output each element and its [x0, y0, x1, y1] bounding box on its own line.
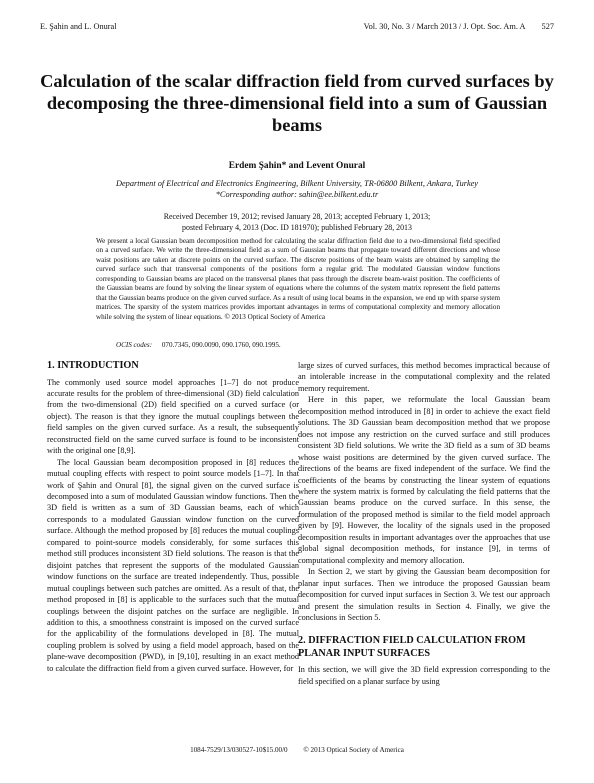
ocis-codes: [116, 341, 281, 349]
paragraph: The local Gaussian beam decomposition proposed in [8] reduces the mutual coupling effects with respect to point source models [1–7]. In that work of Şahin and Onural [8], the signal given on the curved surface is decomposed into a sum of modulated Gaussian window functions. Then the 3D field is written as a sum of 3D Gaussian beams, each of which corresponds to a modulated Gaussian window function on the curved surface. Although the method proposed by [8] reduces the mutual couplings compared to point-source models considerably, for some surfaces this method still produces inconsistent 3D field solutions. The reason is that the disjoint patches that represent the supports of the modulated Gaussian window functions on the surface are treated independently. Thus, possible mutual couplings between such patches are omitted. As a result of that, the method proposed in [8] is applicable to the surfaces such that the mutual couplings between the disjoint patches on the surface are negligible. In addition to this, a smoothness constraint is imposed on the curved surface for the applicability of the formulations developed in [8]. The mutual coupling problem is solved by using a field model approach, based on the plane-wave decomposition (PWD), in [9,10], resulting in an exact method to calculate the diffraction field from a given curved surface. However, for: [47, 457, 299, 673]
history-line-1: Received December 19, 2012; revised January 28, 2013; accepted February 1, 2013;: [163, 212, 431, 221]
history-line-2: posted February 4, 2013 (Doc. ID 181970); published February 28, 2013: [182, 223, 412, 232]
section-heading-diffraction-field: 2. DIFFRACTION FIELD CALCULATION FROM PLANAR INPUT SURFACES: [298, 635, 526, 659]
corresponding-author: *Corresponding author: sahin@ee.bilkent.edu.tr: [215, 190, 379, 199]
paper-title: Calculation of the scalar diffraction field from curved surfaces by decomposing the three-dimensional field into a sum of Gaussian beams: [40, 71, 554, 135]
running-head-authors: E. Şahin and L. Onural: [40, 22, 117, 31]
paragraph: In Section 2, we start by giving the Gaussian beam decomposition for planar input surfaces. Then we introduce the proposed Gaussian beam decomposition for curved input surfaces in Section 3. We test our approach and present the simulation results in Section 4. Finally, we give the conclusions in Section 5.: [298, 567, 550, 622]
page-number: 527: [541, 22, 554, 31]
running-head: [40, 22, 554, 34]
abstract: We present a local Gaussian beam decomposition method for calculating the scalar diffraction field due to a two-dimensional field specified on a curved surface. We write the three-dimensional field as a sum of Gaussian beams that propagate toward different directions and whose waist positions are taken at discrete points on the curved surface. The discrete positions of the beam waists are obtained by sampling the curved surface such that transversal components of the positions form a regular grid. The modulated Gaussian window functions corresponding to Gaussian beams are placed on the transversal planes that pass through the discrete beam-waist position. The coefficients of the Gaussian beams are found by solving the linear system of equations where the columns of the system matrix represent the field patterns that the Gaussian beams produce on the given curved surface. As a result of using local beams in the expansion, we end up with sparse system matrices. The sparsity of the system matrices provides important advantages in terms of computational complexity and memory allocation while solving the system of linear equations. © 2013 Optical Society of America: [96, 237, 500, 321]
ocis-label: OCIS codes:: [116, 341, 153, 349]
footer-copyright: © 2013 Optical Society of America: [303, 746, 404, 754]
ocis-values: 070.7345, 090.0090, 090.1760, 090.1995.: [161, 341, 281, 349]
paragraph: In this section, we will give the 3D field expression corresponding to the field specified on a planar surface by using: [298, 665, 550, 686]
right-column: [298, 360, 550, 687]
left-column: [47, 360, 299, 674]
paragraph: The commonly used source model approaches [1–7] do not produce accurate results for the problem of three-dimensional (3D) field calculation from the two-dimensional (2D) field specified on a curved surface (or object). The reason is that they ignore the mutual couplings between the field samples on the given curved surface. As a result, the subsequently reconstructed field on the same curved surface is found to be inconsistent with the original one [8,9].: [47, 377, 299, 456]
affiliation: Department of Electrical and Electronics Engineering, Bilkent University, TR-06800 Bilkent, Ankara, Turkey: [116, 179, 478, 188]
paragraph: Here in this paper, we reformulate the local Gaussian beam decomposition method introduced in [8] in order to achieve the exact field solutions. The 3D Gaussian beam decomposition method that we propose does not impose any restriction on the curved surface and still produces consistent 3D field solutions. We write the 3D field as a sum of 3D beams whose waist positions are determined by the given curved surface. The directions of the beams are fixed independent of the surface. We find the coefficients of the beams by constructing the linear system of equations where the system matrix is formed by calculating the field patterns that the Gaussian beams produce on the curved surface. In this sense, the formulation of the proposed method is similar to the field model approach given by [9]. However, the locality of the signals used in the proposed decomposition results in important advantages over the approaches that use global signal decomposition methods, for instance [9], in terms of computational complexity and memory allocation.: [298, 395, 550, 565]
page-footer: [40, 746, 554, 754]
section-heading-introduction: 1. INTRODUCTION: [47, 360, 139, 371]
running-head-journal: Vol. 30, No. 3 / March 2013 / J. Opt. Soc. Am. A: [363, 22, 526, 31]
running-head-right: [364, 22, 554, 34]
publication-history: [40, 211, 554, 233]
affiliation-block: [40, 178, 554, 200]
footer-code: 1084-7529/13/030527-10$15.00/0: [190, 746, 288, 754]
paper-authors: Erdem Şahin* and Levent Onural: [228, 161, 366, 171]
paragraph: large sizes of curved surfaces, this method becomes impractical because of an intolerable increase in the computational complexity and the related memory requirement.: [298, 361, 550, 393]
